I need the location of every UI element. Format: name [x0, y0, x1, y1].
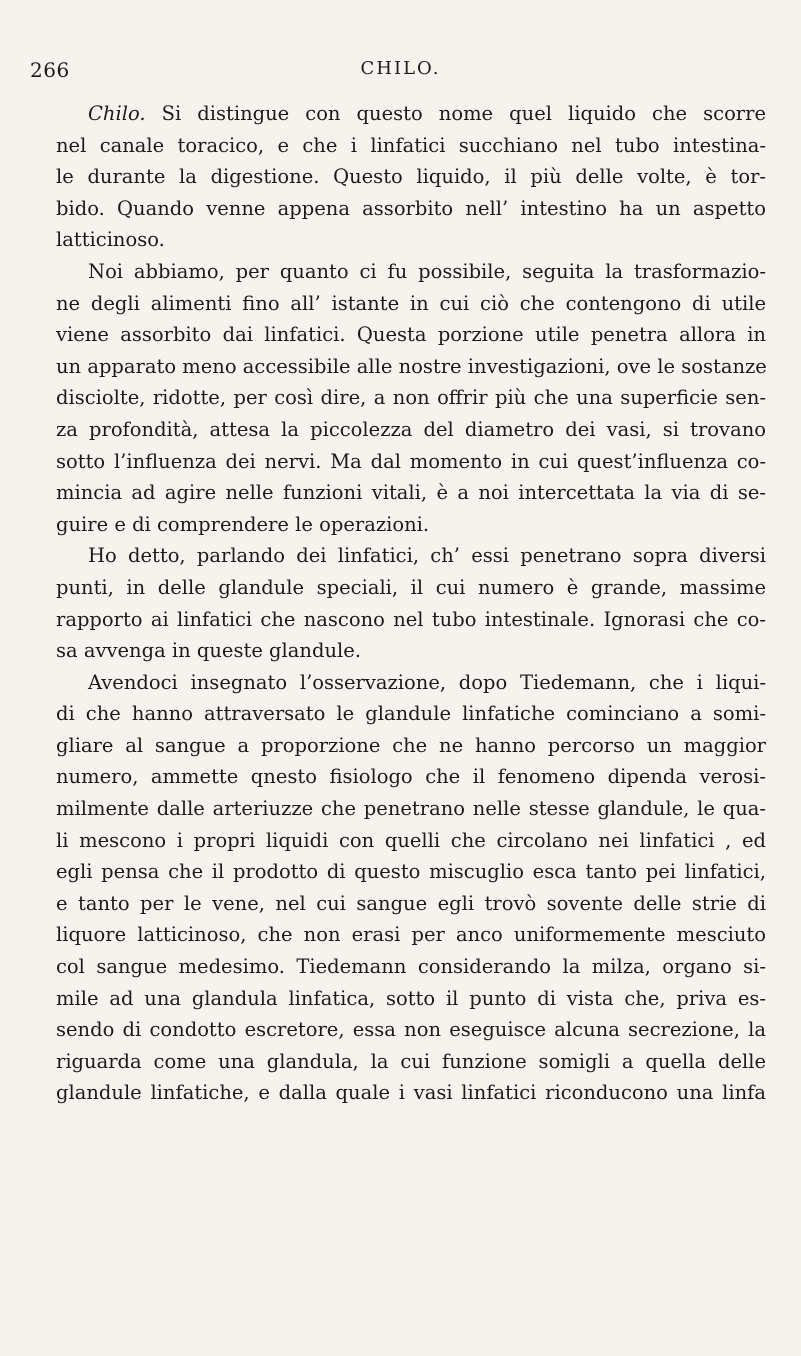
text-line: liquore latticinoso, che non erasi per anco uniformemente mesciuto	[56, 923, 766, 947]
text-line: e tanto per le vene, nel cui sangue egli trovò sovente delle strie di	[56, 891, 766, 915]
text-line: un apparato meno accessibile alle nostre investigazioni, ove le sostanze	[56, 354, 767, 378]
text-line: viene assorbito dai linfatici. Questa porzione utile penetra allora in	[56, 323, 766, 347]
text-line: za profondità, attesa la piccolezza del diametro dei vasi, si trovano	[56, 417, 766, 441]
text-line: Avendoci insegnato l’osservazione, dopo Tiedemann, che i liqui-	[88, 670, 766, 694]
text-line: rapporto ai linfatici che nascono nel tubo intestinale. Ignorasi che co-	[56, 607, 766, 631]
text-line: Ho detto, parlando dei linfatici, ch’ essi penetrano sopra diversi	[88, 544, 766, 568]
text-line: guire e di comprendere le operazioni.	[56, 512, 430, 536]
text-line: mile ad una glandula linfatica, sotto il punto di vista che, priva es-	[56, 986, 766, 1010]
line-text: Si distingue con questo nome quel liquido che scorre	[161, 102, 766, 125]
text-line: bido. Quando venne appena assorbito nell’ intestino ha un aspetto	[56, 196, 766, 220]
text-line: sa avvenga in queste glandule.	[56, 639, 361, 663]
text-line: mincia ad agire nelle funzioni vitali, è a noi intercettata la via di se-	[56, 481, 766, 505]
body-text	[56, 98, 766, 1109]
text-line: milmente dalle arteriuzze che penetrano nelle stesse glandule, le qua-	[56, 797, 766, 821]
text-line: disciolte, ridotte, per così dire, a non offrir più che una superficie sen-	[56, 386, 766, 410]
text-line: nel canale toracico, e che i linfatici succhiano nel tubo intestina-	[56, 133, 766, 157]
text-line: sotto l’influenza dei nervi. Ma dal momento in cui quest’influenza co-	[56, 449, 766, 473]
text-line: li mescono i propri liquidi con quelli che circolano nei linfatici , ed	[56, 828, 766, 852]
running-head	[30, 58, 771, 88]
text-line: ne degli alimenti fino all’ istante in cui ciò che contengono di utile	[56, 291, 766, 315]
text-line	[56, 98, 766, 130]
text-line: sendo di condotto escretore, essa non eseguisce alcuna secrezione, la	[56, 1018, 766, 1042]
lead-word: Chilo.	[88, 102, 146, 125]
text-line: riguarda come una glandula, la cui funzione somigli a quella delle	[56, 1049, 766, 1073]
text-line: latticinoso.	[56, 228, 165, 252]
text-line: di che hanno attraversato le glandule linfatiche cominciano a somi-	[56, 702, 766, 726]
text-line: numero, ammette qnesto fisiologo che il fenomeno dipenda verosi-	[56, 765, 766, 789]
page-number: 266	[30, 58, 70, 82]
text-line: glandule linfatiche, e dalla quale i vasi linfatici riconducono una linfa	[56, 1081, 766, 1105]
text-line: punti, in delle glandule speciali, il cui numero è grande, massime	[56, 575, 766, 599]
text-line: egli pensa che il prodotto di questo miscuglio esca tanto pei linfatici,	[56, 860, 766, 884]
text-line: col sangue medesimo. Tiedemann considerando la milza, organo si-	[56, 955, 766, 979]
text-line: Noi abbiamo, per quanto ci fu possibile, seguita la trasformazio-	[88, 259, 766, 283]
running-title: CHILO.	[360, 58, 441, 79]
text-line: le durante la digestione. Questo liquido, il più delle volte, è tor-	[56, 165, 766, 189]
text-line: gliare al sangue a proporzione che ne hanno percorso un maggior	[56, 733, 766, 757]
